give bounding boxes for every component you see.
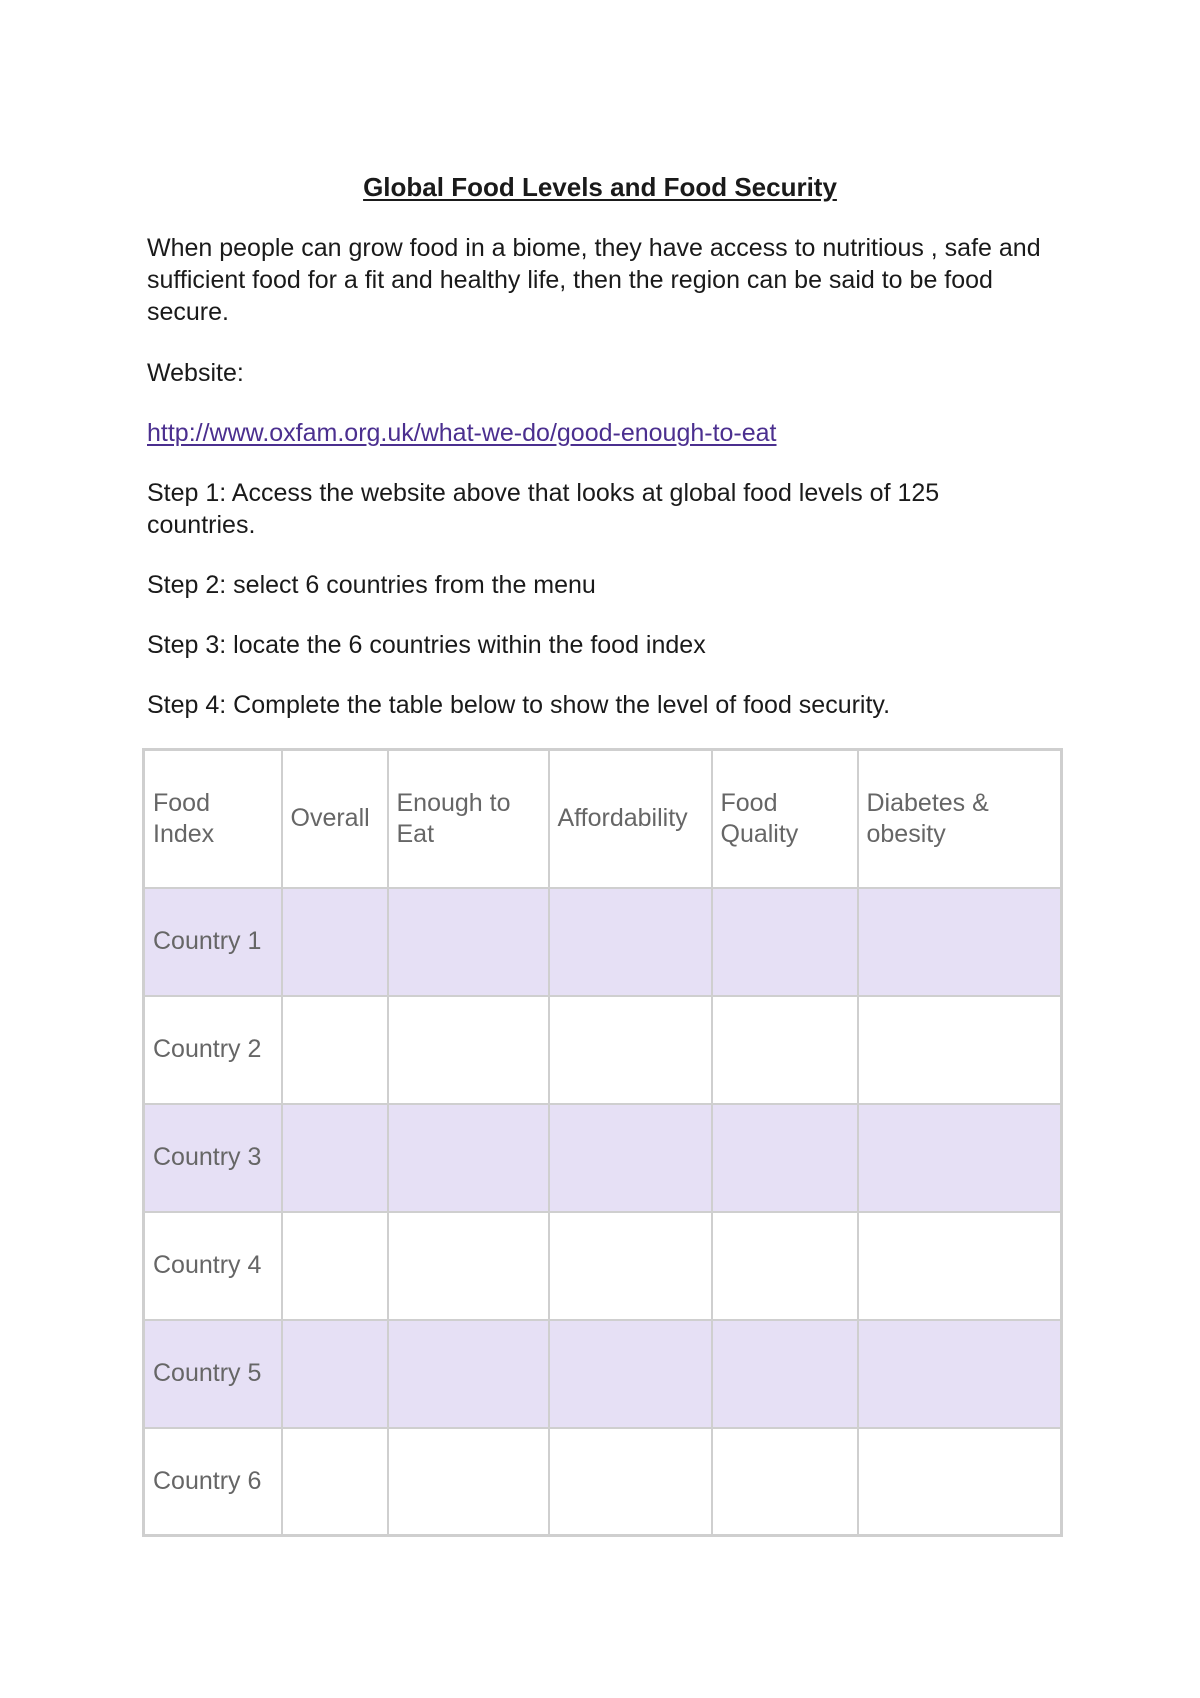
cell-overall[interactable] [282,1212,388,1320]
cell-enough-to-eat[interactable] [388,1212,549,1320]
header-overall: Overall [282,750,388,888]
website-label: Website: [147,359,244,387]
cell-diabetes-obesity[interactable] [858,1104,1062,1212]
cell-affordability[interactable] [549,1320,712,1428]
oxfam-link[interactable]: http://www.oxfam.org.uk/what-we-do/good-enough-to-eat [147,419,777,447]
row-label: Country 3 [144,1104,282,1212]
step-3: Step 3: locate the 6 countries within the food index [147,631,706,659]
table-row [144,1428,1062,1536]
cell-overall[interactable] [282,1428,388,1536]
table-row [144,888,1062,996]
cell-overall[interactable] [282,888,388,996]
cell-food-quality[interactable] [712,1428,858,1536]
row-label: Country 5 [144,1320,282,1428]
step-2: Step 2: select 6 countries from the menu [147,571,596,599]
page-title: Global Food Levels and Food Security [363,172,837,202]
table-row [144,1212,1062,1320]
cell-enough-to-eat[interactable] [388,888,549,996]
cell-diabetes-obesity[interactable] [858,1320,1062,1428]
cell-overall[interactable] [282,1320,388,1428]
header-food-quality: Food Quality [712,750,858,888]
header-enough-to-eat: Enough to Eat [388,750,549,888]
table-header-row [144,750,1062,888]
cell-affordability[interactable] [549,996,712,1104]
row-label: Country 4 [144,1212,282,1320]
cell-food-quality[interactable] [712,1320,858,1428]
cell-affordability[interactable] [549,1428,712,1536]
row-label: Country 6 [144,1428,282,1536]
cell-affordability[interactable] [549,888,712,996]
cell-enough-to-eat[interactable] [388,996,549,1104]
cell-affordability[interactable] [549,1104,712,1212]
cell-food-quality[interactable] [712,1212,858,1320]
cell-food-quality[interactable] [712,996,858,1104]
cell-enough-to-eat[interactable] [388,1428,549,1536]
table-row [144,1104,1062,1212]
cell-overall[interactable] [282,1104,388,1212]
cell-diabetes-obesity[interactable] [858,888,1062,996]
header-food-index: Food Index [144,750,282,888]
table-row [144,1320,1062,1428]
cell-diabetes-obesity[interactable] [858,1212,1062,1320]
row-label: Country 1 [144,888,282,996]
row-label: Country 2 [144,996,282,1104]
food-security-table [142,748,1063,1537]
cell-food-quality[interactable] [712,888,858,996]
header-affordability: Affordability [549,750,712,888]
table-row [144,996,1062,1104]
cell-diabetes-obesity[interactable] [858,1428,1062,1536]
step-4: Step 4: Complete the table below to show the level of food security. [147,691,891,719]
cell-enough-to-eat[interactable] [388,1320,549,1428]
intro-paragraph: When people can grow food in a biome, they have access to nutritious , safe and sufficient food for a fit and healthy life, then the region can be said to be food secure. [147,234,1041,326]
cell-affordability[interactable] [549,1212,712,1320]
header-diabetes-obesity: Diabetes & obesity [858,750,1062,888]
step-1: Step 1: Access the website above that looks at global food levels of 125 countries. [147,479,940,539]
cell-food-quality[interactable] [712,1104,858,1212]
cell-overall[interactable] [282,996,388,1104]
cell-diabetes-obesity[interactable] [858,996,1062,1104]
cell-enough-to-eat[interactable] [388,1104,549,1212]
